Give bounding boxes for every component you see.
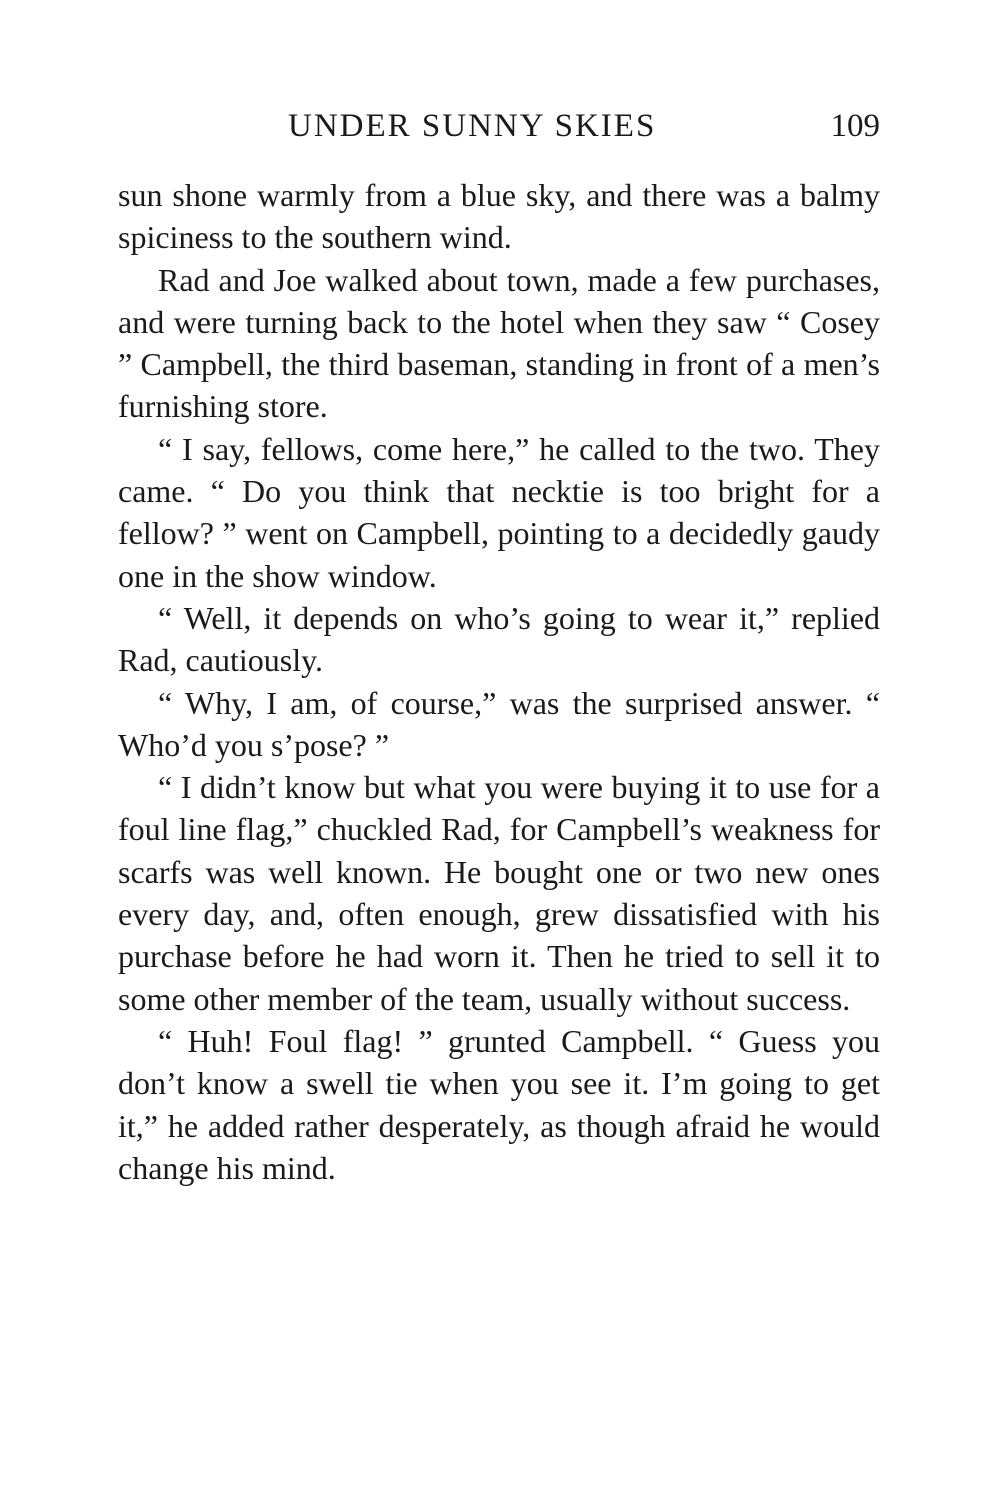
running-head	[118, 108, 880, 152]
paragraph: “ I say, fellows, come here,” he called to the two. They came. “ Do you think that necktie is too bright for a fellow? ” went on Campbell, pointing to a decidedly gaudy one in the show window.	[118, 430, 880, 594]
paragraph: “ Why, I am, of course,” was the surprised answer. “ Who’d you s’pose? ”	[118, 684, 880, 763]
paragraph: “ Huh! Foul flag! ” grunted Campbell. “ Guess you don’t know a swell tie when you see it. I’m going to get it,” he added rather desperately, as though afraid he would change his mind.	[118, 1022, 880, 1186]
paragraph-continued: sun shone warmly from a blue sky, and there was a balmy spiciness to the southern wind.	[118, 177, 880, 256]
page-number: 109	[830, 108, 880, 144]
paragraph: “ Well, it depends on who’s going to wear it,” replied Rad, cautiously.	[118, 599, 880, 679]
body-text	[118, 174, 880, 1189]
running-title: UNDER SUNNY SKIES	[288, 108, 657, 144]
paragraph: Rad and Joe walked about town, made a few purchases, and were turning back to the hotel when they saw “ Cosey ” Campbell, the third baseman, standing in front of a men’s furnishing store.	[118, 261, 880, 425]
paragraph: “ I didn’t know but what you were buying it to use for a foul line flag,” chuckled Rad, for Campbell’s weakness for scarfs was well known. He bought one or two new ones every day, and, often enough, grew dissatisfied with his purchase before he had worn it. Then he tried to sell it to some other member of the team, usually without success.	[118, 769, 880, 1017]
